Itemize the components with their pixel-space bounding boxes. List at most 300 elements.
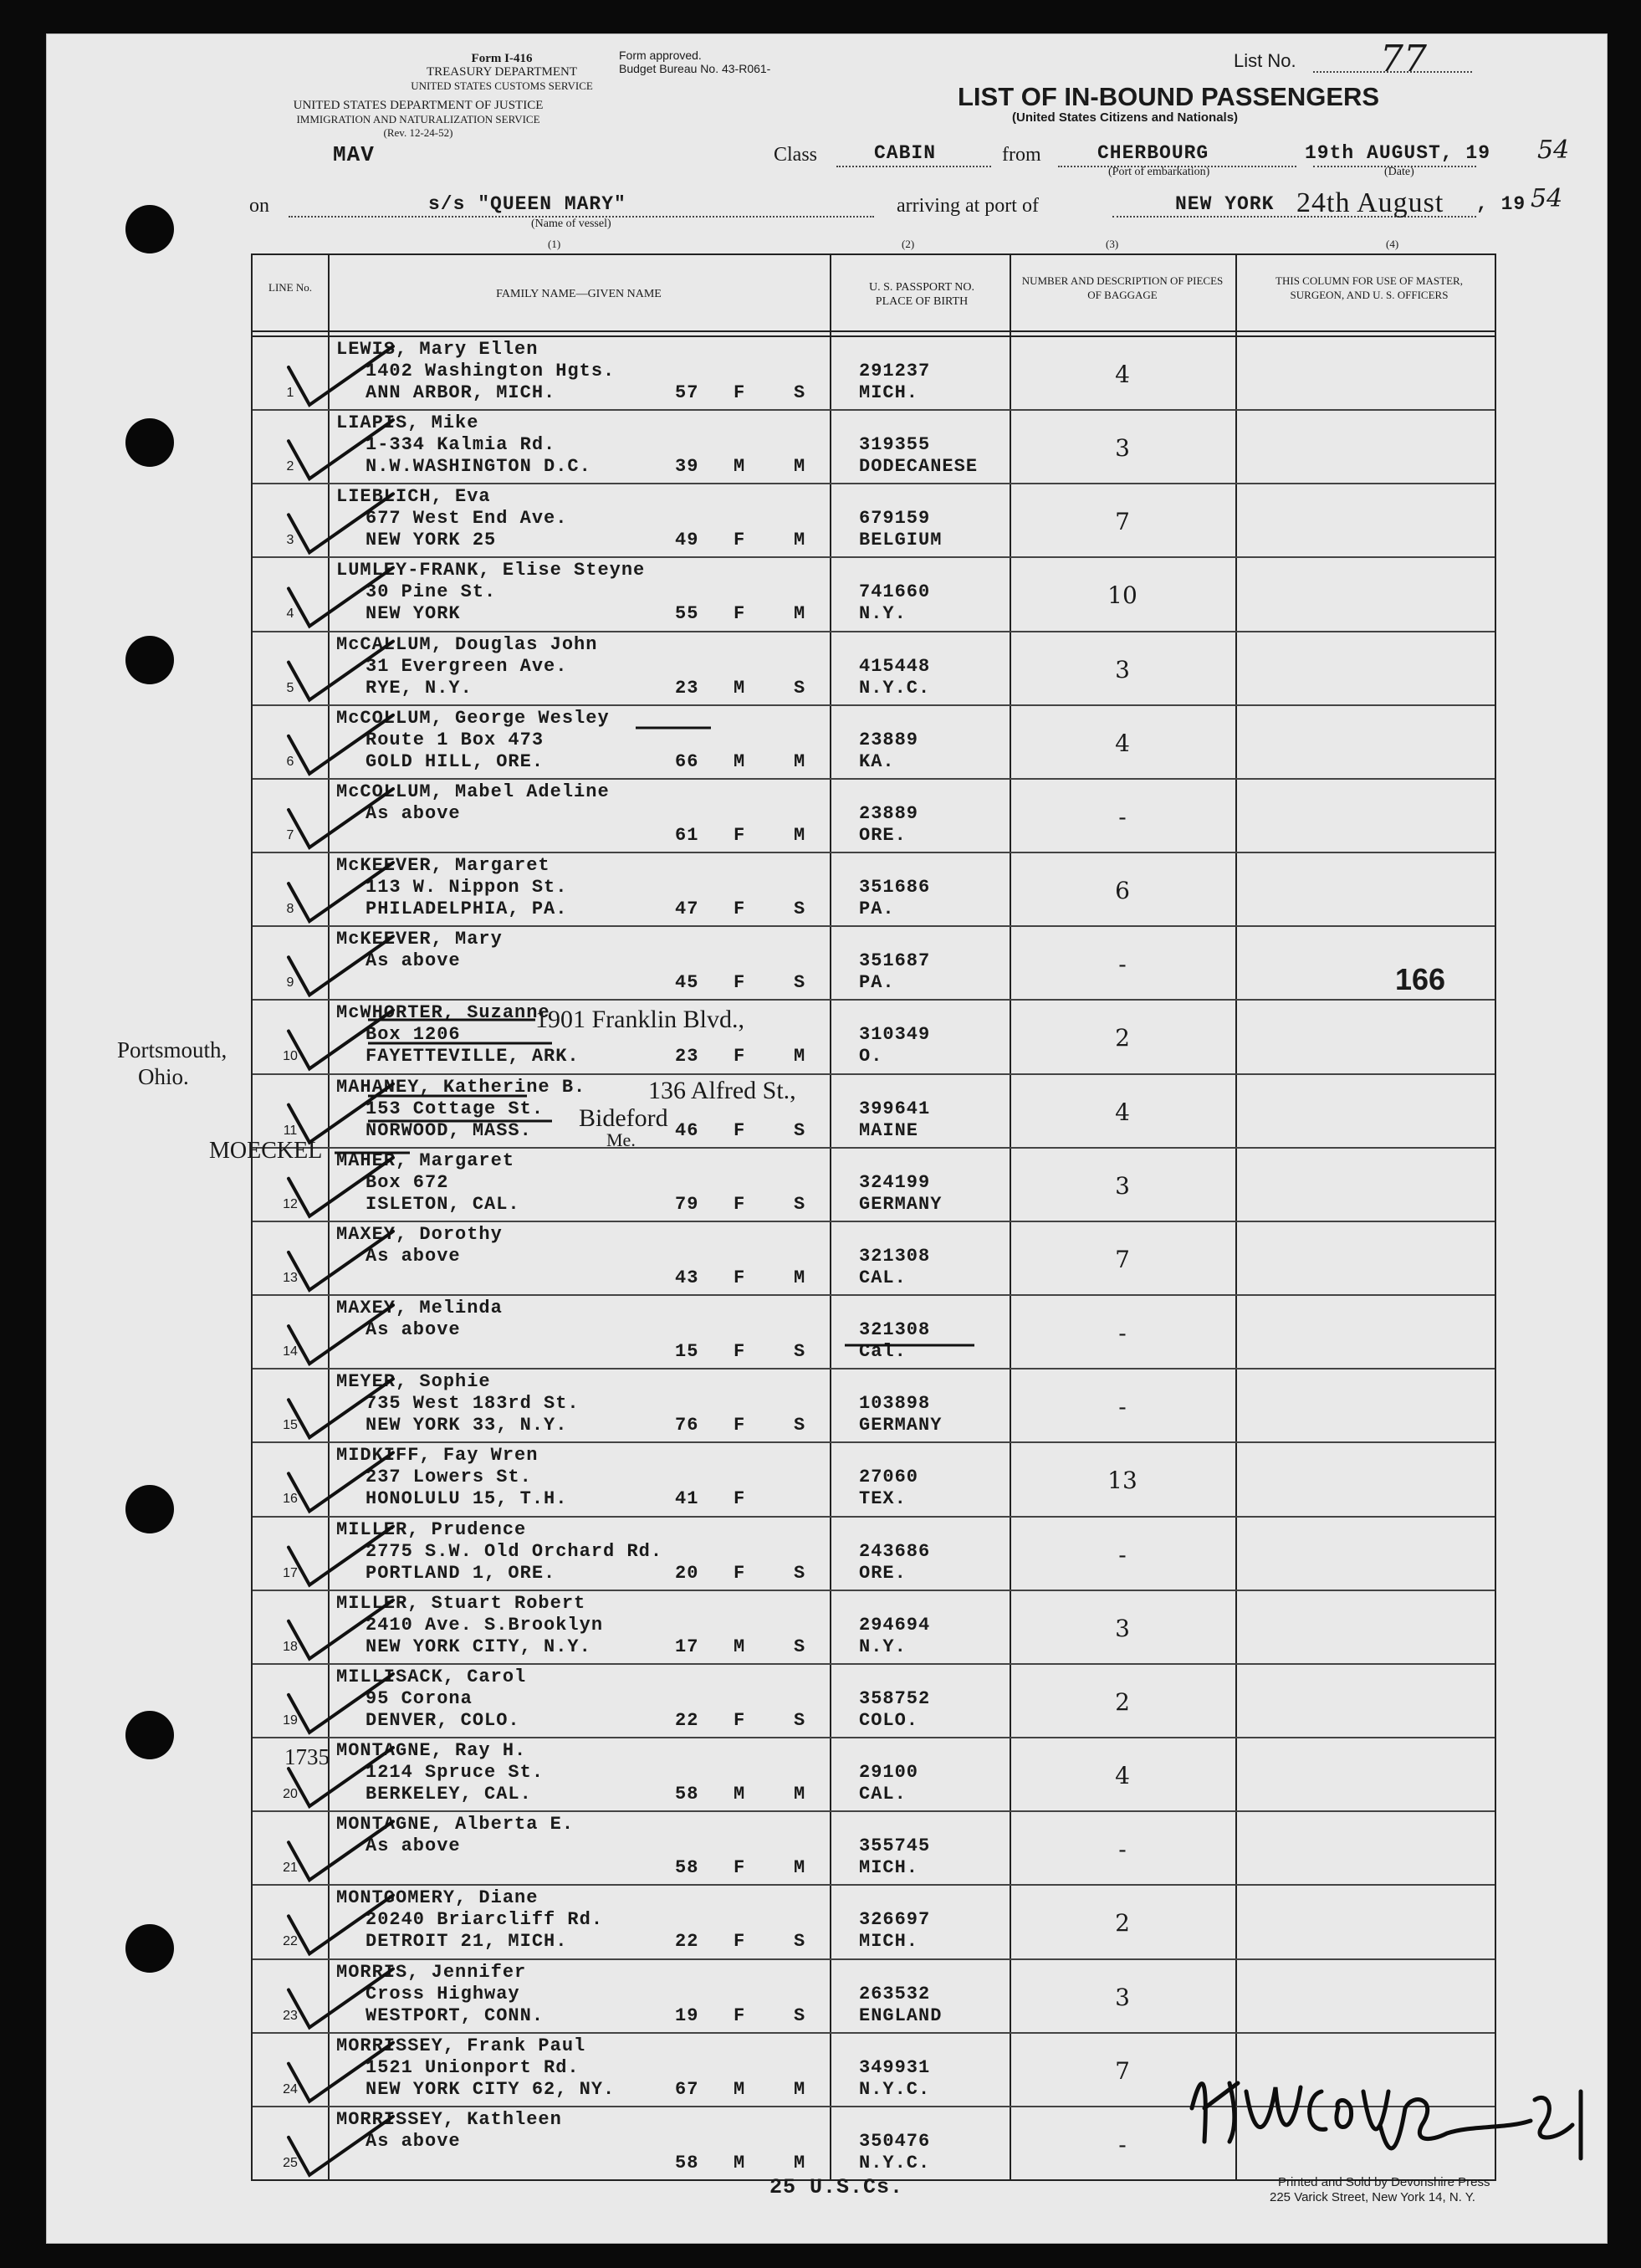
row-divider: [253, 1663, 1495, 1665]
marital-status: M: [794, 750, 806, 772]
passenger-sex: F: [734, 382, 746, 403]
address-line-1: As above: [366, 1835, 461, 1857]
passenger-age: 49: [675, 530, 699, 551]
passport-number: 415448: [859, 655, 931, 677]
passport-number: 351687: [859, 950, 931, 972]
departure-year: 54: [1537, 136, 1570, 165]
passport-number: 321308: [859, 1319, 931, 1341]
marital-status: S: [794, 1931, 806, 1953]
baggage-count: 4: [1115, 1098, 1130, 1126]
place-of-birth: ORE.: [859, 824, 907, 846]
passenger-sex: F: [734, 824, 746, 846]
passport-number: 23889: [859, 729, 919, 750]
passenger-sex: M: [734, 1784, 746, 1805]
line-number: 19: [283, 1713, 298, 1728]
place-of-birth: KA.: [859, 750, 895, 772]
baggage-count: 7: [1115, 1245, 1130, 1273]
passenger-age: 15: [675, 1341, 699, 1363]
class-value: CABIN: [874, 142, 937, 164]
place-of-birth: TEX.: [859, 1488, 907, 1510]
marital-status: M: [794, 2152, 806, 2173]
arriving-label: arriving at port of: [897, 195, 1039, 217]
passenger-name: MILLER, Stuart Robert: [336, 1592, 586, 1614]
passenger-sex: M: [734, 1636, 746, 1657]
departure-date: 19th AUGUST, 19: [1305, 142, 1491, 164]
passenger-sex: F: [734, 1709, 746, 1731]
place-of-birth: Cal.: [859, 1341, 907, 1363]
address-line-1: 735 West 183rd St.: [366, 1393, 580, 1415]
marital-status: M: [794, 603, 806, 625]
col-header-baggage: NUMBER AND DESCRIPTION OF PIECES OF BAGGAGE: [1021, 274, 1224, 301]
baggage-count: 13: [1107, 1467, 1137, 1495]
passport-number: 321308: [859, 1245, 931, 1267]
arrival-year-prefix: , 19: [1476, 193, 1526, 215]
arrival-port: NEW YORK: [1175, 193, 1275, 215]
punch-hole: [125, 205, 174, 253]
header-divider: [253, 335, 1495, 337]
address-line-1: 31 Evergreen Ave.: [366, 655, 568, 677]
address-line-1: Box 1206: [366, 1024, 461, 1046]
passenger-age: 55: [675, 603, 699, 625]
passenger-name: LIEBLICH, Eva: [336, 486, 491, 508]
line-number: 20: [283, 1787, 298, 1802]
marital-status: S: [794, 1415, 806, 1436]
baggage-count: 7: [1115, 2056, 1130, 2085]
marital-status: S: [794, 972, 806, 994]
address-line-2: HONOLULU 15, T.H.: [366, 1488, 568, 1510]
address-line-1: 20240 Briarcliff Rd.: [366, 1909, 604, 1931]
place-of-birth: MICH.: [859, 1857, 919, 1879]
place-of-birth: MICH.: [859, 1931, 919, 1953]
line-number: 10: [283, 1049, 298, 1064]
baggage-count: -: [1118, 1319, 1127, 1348]
new-city-11: Bideford: [579, 1104, 668, 1132]
printer-line2: 225 Varick Street, New York 14, N. Y.: [1270, 2190, 1475, 2204]
address-line-2: BERKELEY, CAL.: [366, 1784, 532, 1805]
passenger-sex: M: [734, 750, 746, 772]
address-line-2: ISLETON, CAL.: [366, 1193, 520, 1215]
passenger-sex: F: [734, 1341, 746, 1363]
line-number: 7: [286, 827, 294, 842]
baggage-count: 4: [1115, 361, 1130, 388]
passenger-sex: M: [734, 677, 746, 699]
line-number: 5: [286, 680, 294, 695]
passport-number: 243686: [859, 1540, 931, 1562]
passenger-age: 23: [675, 677, 699, 699]
passenger-sex: F: [734, 1415, 746, 1436]
passenger-name: McKEEVER, Margaret: [336, 855, 550, 877]
line-number: 13: [283, 1270, 298, 1285]
passenger-name: McWHORTER, Suzanne: [336, 1002, 550, 1024]
budget-bureau: Budget Bureau No. 43-R061-: [619, 62, 771, 75]
line-number: 8: [286, 902, 294, 917]
address-line-2: FAYETTEVILLE, ARK.: [366, 1046, 580, 1067]
baggage-count: -: [1118, 1540, 1127, 1569]
col-divider: [830, 255, 831, 2179]
line-number: 16: [283, 1492, 298, 1507]
baggage-count: -: [1118, 950, 1127, 979]
passport-number: 399641: [859, 1098, 931, 1119]
passport-number: 350476: [859, 2130, 931, 2152]
passenger-sex: F: [734, 1267, 746, 1288]
place-of-birth: BELGIUM: [859, 530, 943, 551]
passport-number: 355745: [859, 1835, 931, 1857]
passenger-age: 41: [675, 1488, 699, 1510]
baggage-count: -: [1118, 1835, 1127, 1864]
passenger-sex: F: [734, 2004, 746, 2026]
passenger-name: MONTAGNE, Alberta E.: [336, 1814, 575, 1835]
address-line-1: 237 Lowers St.: [366, 1467, 532, 1488]
marital-status: M: [794, 1267, 806, 1288]
row-divider: [253, 483, 1495, 484]
place-of-birth: N.Y.C.: [859, 2152, 931, 2173]
punch-hole: [125, 636, 174, 684]
marital-status: S: [794, 1119, 806, 1141]
col-num-4: (4): [1386, 238, 1399, 250]
passenger-age: 57: [675, 382, 699, 403]
address-line-2: DETROIT 21, MICH.: [366, 1931, 568, 1953]
address-line-1: Box 672: [366, 1171, 449, 1193]
line-number: 18: [283, 1639, 298, 1654]
col-header-officers: THIS COLUMN FOR USE OF MASTER, SURGEON, AND U. S. OFFICERS: [1275, 274, 1463, 301]
form-revision: (Rev. 12-24-52): [383, 126, 453, 139]
address-line-2: NEW YORK CITY 62, NY.: [366, 2078, 616, 2100]
col-divider: [328, 255, 330, 2179]
passport-number: 324199: [859, 1171, 931, 1193]
form-number: Form I-416: [471, 52, 533, 65]
form-approved: Form approved.: [619, 49, 702, 62]
baggage-count: 3: [1115, 1614, 1130, 1642]
row-divider: [253, 1884, 1495, 1886]
address-line-1: 677 West End Ave.: [366, 508, 568, 530]
address-line-2: DENVER, COLO.: [366, 1709, 520, 1731]
line-number: 3: [286, 533, 294, 548]
punch-hole: [125, 1924, 174, 1973]
passport-number: 358752: [859, 1687, 931, 1709]
address-line-2: NEW YORK CITY, N.Y.: [366, 1636, 591, 1657]
col-num-2: (2): [902, 238, 915, 250]
date-caption: (Date): [1384, 166, 1414, 178]
line-number: 1: [286, 386, 294, 400]
passenger-age: 43: [675, 1267, 699, 1288]
officer-count: 166: [1395, 962, 1446, 996]
header-divider: [253, 330, 1495, 332]
treasury-dept: TREASURY DEPARTMENT: [426, 65, 578, 79]
baggage-count: 3: [1115, 434, 1130, 463]
address-line-2: N.W.WASHINGTON D.C.: [366, 456, 591, 478]
baggage-count: -: [1118, 2130, 1127, 2158]
passenger-sex: F: [734, 530, 746, 551]
margin-num-20: 1735: [284, 1744, 330, 1769]
col-header-name: FAMILY NAME—GIVEN NAME: [496, 288, 662, 300]
place-of-birth: GERMANY: [859, 1415, 943, 1436]
place-of-birth: MAINE: [859, 1119, 919, 1141]
passport-number: 741660: [859, 581, 931, 603]
marital-status: S: [794, 1562, 806, 1584]
place-of-birth: COLO.: [859, 1709, 919, 1731]
passport-number: 294694: [859, 1614, 931, 1636]
marital-status: M: [794, 456, 806, 478]
passenger-sex: F: [734, 1857, 746, 1879]
baggage-count: 6: [1115, 877, 1130, 905]
passenger-sex: F: [734, 603, 746, 625]
line-number: 4: [286, 607, 294, 622]
margin-state: Ohio.: [138, 1064, 189, 1089]
passenger-sex: M: [734, 456, 746, 478]
baggage-count: -: [1118, 802, 1127, 831]
address-line-1: Route 1 Box 473: [366, 729, 544, 750]
passenger-name: MONTGOMERY, Diane: [336, 1887, 539, 1909]
address-line-1: 1214 Spruce St.: [366, 1762, 544, 1784]
line-number: 2: [286, 459, 294, 474]
passenger-sex: M: [734, 2078, 746, 2100]
address-line-1: Cross Highway: [366, 1983, 520, 2004]
row-divider: [253, 1516, 1495, 1518]
punch-hole: [125, 1485, 174, 1533]
address-line-1: 2775 S.W. Old Orchard Rd.: [366, 1540, 663, 1562]
line-number: 23: [283, 2008, 298, 2023]
place-of-birth: N.Y.: [859, 603, 907, 625]
address-line-2: NEW YORK 33, N.Y.: [366, 1415, 568, 1436]
passport-number: 319355: [859, 434, 931, 456]
place-of-birth: PA.: [859, 972, 895, 994]
baggage-count: 3: [1115, 1983, 1130, 2011]
passport-number: 23889: [859, 802, 919, 824]
marital-status: M: [794, 1857, 806, 1879]
total-count: 25 U.S.Cs.: [769, 2175, 904, 2199]
address-line-1: As above: [366, 1319, 461, 1341]
passenger-age: 39: [675, 456, 699, 478]
passenger-name: MEYER, Sophie: [336, 1371, 491, 1393]
row-divider: [253, 1368, 1495, 1370]
marital-status: M: [794, 1784, 806, 1805]
address-line-1: 2410 Ave. S.Brooklyn: [366, 1614, 604, 1636]
col-num-1: (1): [548, 238, 561, 250]
new-state-11: Me.: [606, 1129, 636, 1150]
passport-number: 103898: [859, 1393, 931, 1415]
passenger-age: 45: [675, 972, 699, 994]
marital-status: S: [794, 2004, 806, 2026]
place-of-birth: GERMANY: [859, 1193, 943, 1215]
baggage-count: 3: [1115, 655, 1130, 683]
passenger-name: MORRISSEY, Frank Paul: [336, 2035, 586, 2056]
list-no-label: List No.: [1234, 50, 1296, 71]
place-of-birth: N.Y.C.: [859, 677, 931, 699]
passport-number: 29100: [859, 1762, 919, 1784]
clerk-initials: MAV: [333, 142, 375, 167]
address-line-1: 95 Corona: [366, 1687, 473, 1709]
baggage-count: 10: [1107, 581, 1137, 610]
passenger-name: MAXEY, Melinda: [336, 1298, 503, 1319]
address-line-2: PHILADELPHIA, PA.: [366, 898, 568, 920]
passport-number: 263532: [859, 1983, 931, 2004]
row-divider: [253, 1147, 1495, 1149]
punch-hole: [125, 418, 174, 467]
row-divider: [253, 631, 1495, 632]
class-label: Class: [774, 144, 818, 166]
address-line-2: WESTPORT, CONN.: [366, 2004, 544, 2026]
on-label: on: [249, 195, 269, 217]
address-line-1: 113 W. Nippon St.: [366, 877, 568, 898]
place-of-birth: DODECANESE: [859, 456, 979, 478]
baggage-count: 2: [1115, 1024, 1130, 1052]
row-divider: [253, 1441, 1495, 1443]
passenger-age: 66: [675, 750, 699, 772]
passenger-sex: F: [734, 1193, 746, 1215]
passport-number: 326697: [859, 1909, 931, 1931]
row-divider: [253, 999, 1495, 1001]
passenger-age: 20: [675, 1562, 699, 1584]
baggage-count: 2: [1115, 1909, 1130, 1938]
passenger-age: 22: [675, 1931, 699, 1953]
passport-number: 351686: [859, 877, 931, 898]
place-of-birth: MICH.: [859, 382, 919, 403]
row-divider: [253, 852, 1495, 853]
marital-status: S: [794, 1193, 806, 1215]
row-divider: [253, 1221, 1495, 1222]
passenger-age: 17: [675, 1636, 699, 1657]
place-of-birth: N.Y.C.: [859, 2078, 931, 2100]
baggage-count: 7: [1115, 508, 1130, 536]
address-line-2: NORWOOD, MASS.: [366, 1119, 532, 1141]
passenger-age: 46: [675, 1119, 699, 1141]
address-line-1: As above: [366, 2130, 461, 2152]
vessel-name: s/s "QUEEN MARY": [428, 193, 626, 215]
row-divider: [253, 1590, 1495, 1591]
address-line-2: ANN ARBOR, MICH.: [366, 382, 556, 403]
line-number: 25: [283, 2155, 298, 2170]
class-line: [836, 166, 991, 167]
passenger-name: McCOLLUM, George Wesley: [336, 707, 610, 729]
address-line-2: GOLD HILL, ORE.: [366, 750, 544, 772]
passenger-age: 47: [675, 898, 699, 920]
passenger-age: 58: [675, 1857, 699, 1879]
passport-number: 679159: [859, 508, 931, 530]
printer-line1: Printed and Sold by Devonshire Press: [1278, 2175, 1490, 2189]
baggage-count: 4: [1115, 1762, 1130, 1790]
port-embarkation: CHERBOURG: [1097, 142, 1209, 164]
line-number: 12: [283, 1196, 298, 1211]
arrival-year: 54: [1531, 184, 1563, 213]
marital-status: S: [794, 1709, 806, 1731]
passenger-sex: F: [734, 898, 746, 920]
row-divider: [253, 1073, 1495, 1075]
address-line-2: PORTLAND 1, ORE.: [366, 1562, 556, 1584]
marital-status: S: [794, 1636, 806, 1657]
row-divider: [253, 556, 1495, 558]
line-number: 9: [286, 975, 294, 991]
col-header-line-no: LINE No.: [268, 281, 312, 294]
line-number: 24: [283, 2081, 298, 2096]
passport-number: 291237: [859, 361, 931, 381]
place-of-birth: ORE.: [859, 1562, 907, 1584]
passenger-name: LUMLEY-FRANK, Elise Steyne: [336, 560, 646, 581]
marital-status: S: [794, 677, 806, 699]
passenger-sex: M: [734, 2152, 746, 2173]
address-line-1: 1-334 Kalmia Rd.: [366, 434, 556, 456]
marital-status: M: [794, 530, 806, 551]
passenger-age: 67: [675, 2078, 699, 2100]
passenger-age: 22: [675, 1709, 699, 1731]
address-line-1: 30 Pine St.: [366, 581, 497, 603]
passenger-age: 76: [675, 1415, 699, 1436]
passenger-sex: F: [734, 972, 746, 994]
col-num-3: (3): [1106, 238, 1119, 250]
line-number: 15: [283, 1418, 298, 1433]
baggage-count: 2: [1115, 1687, 1130, 1716]
passenger-age: 58: [675, 1784, 699, 1805]
row-divider: [253, 778, 1495, 780]
col-header-passport: U. S. PASSPORT NO. PLACE OF BIRTH: [869, 281, 974, 308]
list-no: 77: [1380, 38, 1427, 80]
passenger-name: McKEEVER, Mary: [336, 929, 503, 950]
address-line-1: As above: [366, 950, 461, 972]
new-address-11: 136 Alfred St.,: [648, 1077, 796, 1104]
baggage-count: 3: [1115, 1171, 1130, 1200]
baggage-count: 4: [1115, 729, 1130, 757]
passenger-sex: F: [734, 1488, 746, 1510]
customs-service: UNITED STATES CUSTOMS SERVICE: [411, 79, 593, 92]
passenger-age: 61: [675, 824, 699, 846]
line-number: 21: [283, 1861, 298, 1876]
line-number: 6: [286, 754, 294, 769]
passenger-age: 19: [675, 2004, 699, 2026]
passenger-sex: F: [734, 1119, 746, 1141]
row-divider: [253, 704, 1495, 706]
address-line-1: 1402 Washington Hgts.: [366, 361, 616, 381]
justice-dept: UNITED STATES DEPARTMENT OF JUSTICE: [293, 99, 544, 112]
place-of-birth: CAL.: [859, 1267, 907, 1288]
from-label: from: [1002, 144, 1041, 166]
passport-number: 310349: [859, 1024, 931, 1046]
vessel-caption: (Name of vessel): [531, 218, 611, 230]
passenger-name: MONTAGNE, Ray H.: [336, 1740, 527, 1762]
place-of-birth: O.: [859, 1046, 883, 1067]
row-divider: [253, 1294, 1495, 1296]
row-divider: [253, 409, 1495, 411]
marital-status: M: [794, 1046, 806, 1067]
passenger-name: LEWIS, Mary Ellen: [336, 339, 539, 360]
baggage-count: -: [1118, 1393, 1127, 1421]
address-line-1: As above: [366, 802, 461, 824]
punch-hole: [125, 1711, 174, 1759]
row-divider: [253, 1737, 1495, 1738]
line-number: 22: [283, 1934, 298, 1949]
row-divider: [253, 1810, 1495, 1812]
address-line-1: As above: [366, 1245, 461, 1267]
passport-number: 27060: [859, 1467, 919, 1488]
passenger-name: MORRISSEY, Kathleen: [336, 2108, 562, 2130]
passenger-name: MORRIS, Jennifer: [336, 1961, 527, 1983]
marital-status: M: [794, 2078, 806, 2100]
col-divider: [1235, 255, 1237, 2179]
passenger-name: MAXEY, Dorothy: [336, 1223, 503, 1245]
manifest-title: LIST OF IN-BOUND PASSENGERS: [958, 82, 1380, 111]
arrival-date: 24th August: [1296, 187, 1444, 218]
place-of-birth: CAL.: [859, 1784, 907, 1805]
row-divider: [253, 2106, 1495, 2107]
address-line-2: NEW YORK: [366, 603, 461, 625]
passenger-name: MAHER, Margaret: [336, 1149, 515, 1171]
port-embark-caption: (Port of embarkation): [1108, 166, 1210, 178]
line-number: 17: [283, 1565, 298, 1580]
ins-service: IMMIGRATION AND NATURALIZATION SERVICE: [296, 113, 540, 125]
passenger-name: LIAPIS, Mike: [336, 412, 479, 434]
passenger-age: 23: [675, 1046, 699, 1067]
passenger-sex: F: [734, 1931, 746, 1953]
place-of-birth: ENGLAND: [859, 2004, 943, 2026]
passenger-name: MILLISACK, Carol: [336, 1666, 527, 1687]
